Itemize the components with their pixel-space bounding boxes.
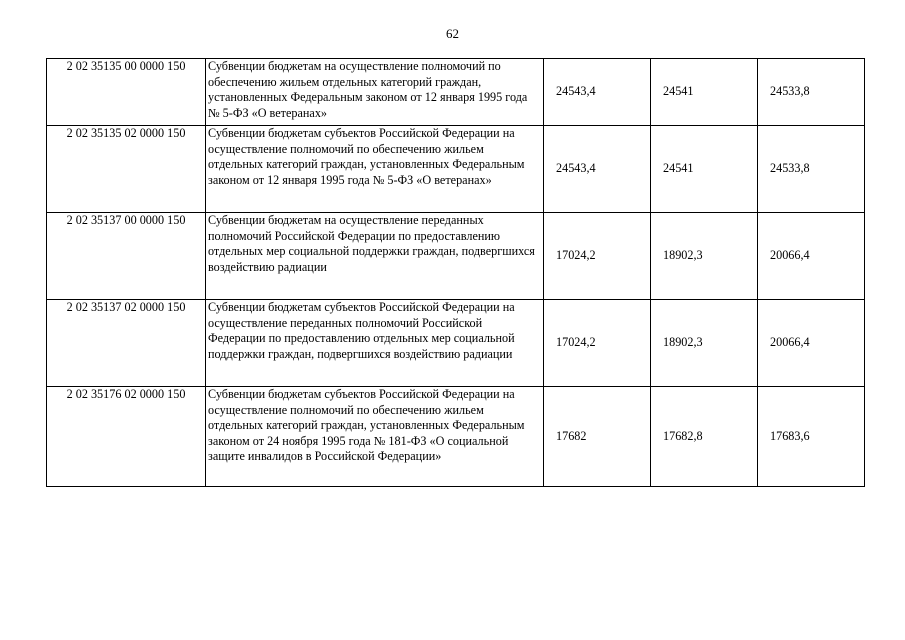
budget-code-cell: 2 02 35135 00 0000 150 (47, 59, 206, 126)
description-cell: Субвенции бюджетам на осуществление полномочий по обеспечению жильем отдельных категорий граждан, установленных Федеральным законом от 12 января 1995 года № 5-ФЗ «О ветеранах» (206, 59, 544, 126)
amount-year-2-cell: 18902,3 (651, 213, 758, 300)
budget-table (46, 58, 865, 487)
amount-year-2-cell: 18902,3 (651, 300, 758, 387)
amount-year-1-cell: 17024,2 (544, 213, 651, 300)
table-row (47, 213, 865, 300)
amount-year-3-cell: 24533,8 (758, 59, 865, 126)
budget-code-cell: 2 02 35137 02 0000 150 (47, 300, 206, 387)
description-cell: Субвенции бюджетам субъектов Российской Федерации на осуществление полномочий по обеспечению жильем отдельных категорий граждан, установленных Федеральным законом от 24 ноября 1995 года № 181-ФЗ «О социальной защите инвалидов в Российской Федерации» (206, 387, 544, 487)
amount-year-2-cell: 24541 (651, 59, 758, 126)
budget-code-cell: 2 02 35135 02 0000 150 (47, 126, 206, 213)
amount-year-3-cell: 17683,6 (758, 387, 865, 487)
table-row (47, 300, 865, 387)
amount-year-1-cell: 17682 (544, 387, 651, 487)
amount-year-1-cell: 17024,2 (544, 300, 651, 387)
description-cell: Субвенции бюджетам субъектов Российской Федерации на осуществление переданных полномочий Российской Федерации по предоставлению отдельных мер социальной поддержки граждан, подвергшихся воздействию радиации (206, 300, 544, 387)
description-cell: Субвенции бюджетам субъектов Российской Федерации на осуществление полномочий по обеспечению жильем отдельных категорий граждан, установленных Федеральным законом от 12 января 1995 года № 5-ФЗ «О ветеранах» (206, 126, 544, 213)
amount-year-3-cell: 24533,8 (758, 126, 865, 213)
amount-year-3-cell: 20066,4 (758, 300, 865, 387)
table-row (47, 59, 865, 126)
budget-code-cell: 2 02 35176 02 0000 150 (47, 387, 206, 487)
budget-code-cell: 2 02 35137 00 0000 150 (47, 213, 206, 300)
page-number: 62 (446, 26, 459, 41)
table-row (47, 387, 865, 487)
amount-year-2-cell: 17682,8 (651, 387, 758, 487)
amount-year-3-cell: 20066,4 (758, 213, 865, 300)
amount-year-1-cell: 24543,4 (544, 126, 651, 213)
description-cell: Субвенции бюджетам на осуществление переданных полномочий Российской Федерации по предоставлению отдельных мер социальной поддержки граждан, подвергшихся воздействию радиации (206, 213, 544, 300)
amount-year-1-cell: 24543,4 (544, 59, 651, 126)
table-row (47, 126, 865, 213)
amount-year-2-cell: 24541 (651, 126, 758, 213)
